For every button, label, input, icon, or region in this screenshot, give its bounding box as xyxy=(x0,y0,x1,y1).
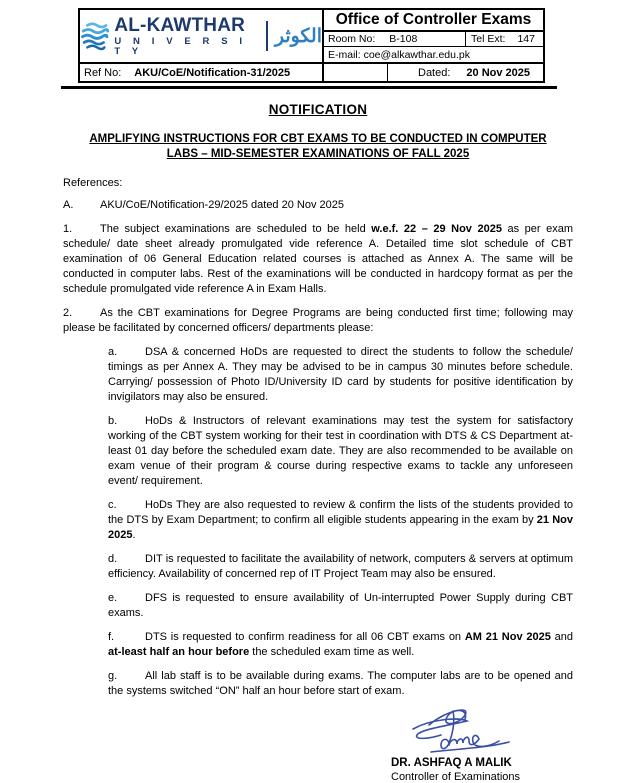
ref-no-label: Ref No: xyxy=(84,66,122,79)
wave-icon xyxy=(80,19,109,53)
dated-label: Dated: xyxy=(418,66,451,79)
tel-ext-value: 147 xyxy=(517,33,535,45)
item-number: a. xyxy=(108,346,118,358)
university-name xyxy=(114,16,259,56)
ref-no-value: AKU/CoE/Notification-31/2025 xyxy=(134,66,291,79)
references-list xyxy=(63,198,573,213)
header-separator-rule xyxy=(61,86,557,89)
room-tel-row xyxy=(324,32,543,47)
item-number: e. xyxy=(108,592,118,604)
item-number: A. xyxy=(63,199,74,211)
item-number: 2. xyxy=(63,307,73,319)
sub-item-g: g. All lab staff is to be available during exams. The computer labs are to be opened and the systems switched “ON” half an hour before start of exam. xyxy=(108,670,573,697)
item-number: d. xyxy=(108,553,118,565)
reference-item-A: A. AKU/CoE/Notification-29/2025 dated 20 Nov 2025 xyxy=(63,199,344,211)
dated-value: 20 Nov 2025 xyxy=(466,66,531,79)
item-number: b. xyxy=(108,415,118,427)
signature-block xyxy=(391,703,591,783)
office-title: Office of Controller Exams xyxy=(324,10,543,32)
logo-name-line: AL-KAWTHAR xyxy=(114,15,246,36)
dated-content xyxy=(388,67,543,79)
logo-arabic-name: الكوثر xyxy=(274,25,322,47)
item-number: g. xyxy=(108,670,118,682)
paragraph-1: 1. The subject examinations are scheduled to be held w.e.f. 22 – 29 Nov 2025 as per exam schedule/ date sheet already promulgated vide reference A. Detailed time slot schedule of CBT examination of 06 General Education related courses is attached as Annex A. The same will be conducted in computer labs. Rest of the examinations will be conducted in hardcopy format as per the schedule promulgated vide reference A in Exam Halls. xyxy=(63,223,574,295)
references-label: References: xyxy=(63,177,123,189)
letterhead xyxy=(78,8,545,83)
sub-item-c: c. HoDs They are also requested to review & confirm the lists of the students provided to the DTS by Exam Department; to confirm all eligible students appearing in the exam by 21 Nov 2025. xyxy=(108,499,574,541)
item-number: f. xyxy=(108,631,115,643)
paragraph-2: 2. As the CBT examinations for Degree Programs are being conducted first time; following may please be facilitated by concerned officers/ departments please: xyxy=(63,307,573,334)
item-number: c. xyxy=(108,499,117,511)
letterhead-right-column xyxy=(324,10,543,81)
ref-no-row xyxy=(80,62,322,81)
university-logo xyxy=(80,10,322,62)
item-number: 1. xyxy=(63,223,73,235)
dated-row xyxy=(324,62,543,81)
room-no-value: B-108 xyxy=(389,33,418,45)
tel-ext-label: Tel Ext: xyxy=(471,33,506,45)
sub-item-f: f. DTS is requested to confirm readiness for all 06 CBT exams on AM 21 Nov 2025 and at-least half an hour before the scheduled exam time as well. xyxy=(108,631,573,658)
sub-item-b: b. HoDs & Instructors of relevant examinations may test the system for satisfactory working of the CBT system working for their test in coordination with DTS & CS Department at-least 01 day before the scheduled exam date. They are also recommended to be available on exam venue of their program & course during respective exams to tackle any unforeseen event/ requirement. xyxy=(108,415,573,487)
subject-heading: AMPLIFYING INSTRUCTIONS FOR CBT EXAMS TO BE CONDUCTED IN COMPUTER LABS – MID-SEMESTER EXAMINATIONS OF FALL 2025 xyxy=(89,133,547,160)
letterhead-left-column xyxy=(80,10,324,81)
logo-university-line: U N I V E R S I T Y xyxy=(114,36,247,57)
room-no-cell xyxy=(324,32,466,46)
sub-item-d: d. DIT is requested to facilitate the availability of network, computers & servers at optimum efficiency. Availability of concerned rep of IT Project Team may also be ensured. xyxy=(108,553,573,580)
signatory-name: DR. ASHFAQ A MALIK xyxy=(391,757,512,769)
sub-item-e: e. DFS is requested to ensure availability of Un-interrupted Power Supply during CBT exams. xyxy=(108,592,573,619)
signature-ink-icon xyxy=(401,703,531,755)
logo-divider xyxy=(266,21,268,51)
dated-row-spacer xyxy=(324,64,388,81)
tel-ext-cell xyxy=(466,32,543,46)
signatory-title: Controller of Examinations xyxy=(391,771,521,783)
notification-title: NOTIFICATION xyxy=(268,102,368,117)
sub-item-a: a. DSA & concerned HoDs are requested to direct the students to follow the schedule/ timings as per Annex A. They may be advised to be in campus 30 minutes before schedule. Carrying/ possession of Photo ID/University ID card by students for positive identification by invigilators may also be ensured. xyxy=(108,346,573,403)
email-row: E-mail: coe@alkawthar.edu.pk xyxy=(328,48,470,61)
body-blocks xyxy=(63,222,573,699)
room-no-label: Room No: xyxy=(328,33,376,45)
